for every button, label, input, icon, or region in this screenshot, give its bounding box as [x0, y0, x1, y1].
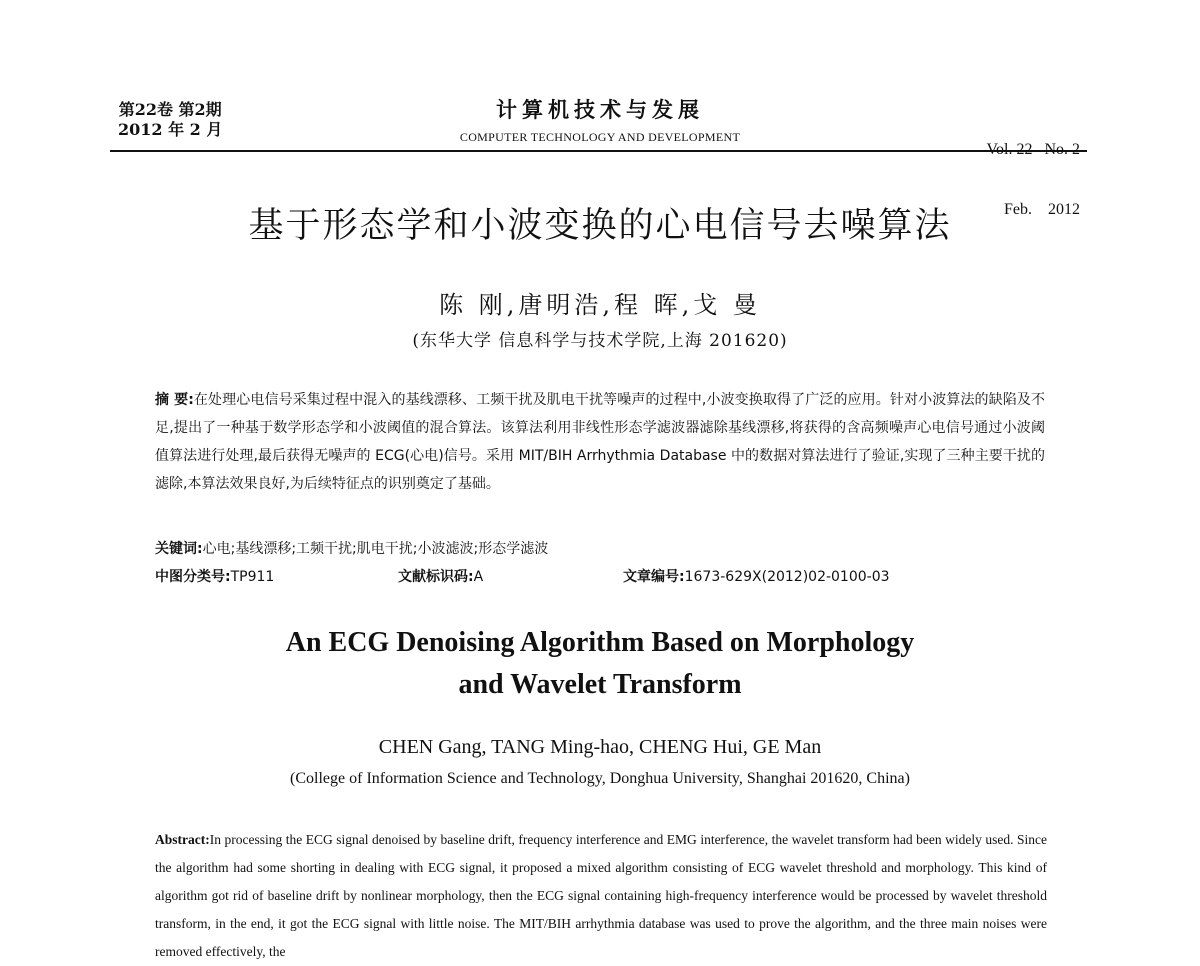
clc-value: TP911 — [230, 569, 275, 585]
abstract-label-cn: 摘 要: — [155, 392, 194, 408]
article-no-value: 1673-629X(2012)02-0100-03 — [684, 569, 890, 585]
doc-code-label: 文献标识码: — [398, 569, 474, 585]
journal-name-en: COMPUTER TECHNOLOGY AND DEVELOPMENT — [459, 130, 741, 144]
abstract-label-en: Abstract: — [155, 832, 210, 847]
affiliation-cn: (东华大学 信息科学与技术学院,上海 201620) — [412, 331, 788, 351]
authors-en: CHEN Gang, TANG Ming-hao, CHENG Hui, GE Man — [378, 736, 822, 758]
issue-date-en: Feb. 2012 — [1004, 201, 1080, 218]
document-code — [398, 566, 483, 586]
doc-code-value: A — [473, 569, 484, 585]
header-rule — [110, 150, 1087, 152]
authors-cn: 陈 刚,唐明浩,程 晖,戈 曼 — [439, 291, 761, 319]
issue-volume: 第22卷 第2期 — [118, 100, 222, 119]
paper-title-en-line1: An ECG Denoising Algorithm Based on Morphology — [285, 627, 915, 658]
abstract-cn — [155, 386, 1045, 498]
clc-label: 中图分类号: — [155, 569, 231, 585]
abstract-text-cn: 在处理心电信号采集过程中混入的基线漂移、工频干扰及肌电干扰等噪声的过程中,小波变换取得了广泛的应用。针对小波算法的缺陷及不足,提出了一种基于数学形态学和小波阈值的混合算法。该算法利用非线性形态学滤波器滤除基线漂移,将获得的含高频噪声心电信号通过小波阈值算法进行处理,最后获得无噪声的 ECG(心电)信号。采用 MIT/BIH Arrhythmia Database 中的数据对算法进行了验证,实现了三种主要干扰的滤除,本算法效果良好,为后续特征点的识别奠定了基础。 — [155, 392, 1045, 492]
issue-date: 2012 年 2 月 — [118, 120, 223, 139]
affiliation-en: (College of Information Science and Technology, Donghua University, Shanghai 201620, China) — [290, 770, 910, 787]
clc-code — [155, 566, 274, 586]
article-no-label: 文章编号: — [623, 569, 685, 585]
keywords-text-cn: 心电;基线漂移;工频干扰;肌电干扰;小波滤波;形态学滤波 — [202, 541, 549, 557]
keywords-label-cn: 关键词: — [155, 541, 203, 557]
issue-volume-en: Vol. 22 No. 2 — [986, 141, 1080, 158]
keywords-cn — [155, 538, 548, 558]
journal-name-cn: 计算机技术与发展 — [496, 98, 704, 122]
paper-title-cn: 基于形态学和小波变换的心电信号去噪算法 — [248, 206, 952, 246]
article-number — [623, 566, 890, 586]
paper-title-en — [0, 622, 1200, 706]
abstract-en — [155, 826, 1047, 966]
paper-title-en-line2: and Wavelet Transform — [458, 669, 742, 700]
abstract-text-en: In processing the ECG signal denoised by baseline drift, frequency interference and EMG interference, the wavelet transform had been widely used. Since the algorithm had some shorting in dealing with ECG signal, it proposed a mixed algorithm consisting of ECG wavelet threshold and morphology. This kind of algorithm got rid of baseline drift by nonlinear morphology, then the ECG signal containing high-frequency interference would be processed by wavelet threshold transform, in the end, it got the ECG signal with little noise. The MIT/BIH arrhythmia database was used to prove the algorithm, and the three main noises were removed effectively, the — [155, 832, 1047, 959]
